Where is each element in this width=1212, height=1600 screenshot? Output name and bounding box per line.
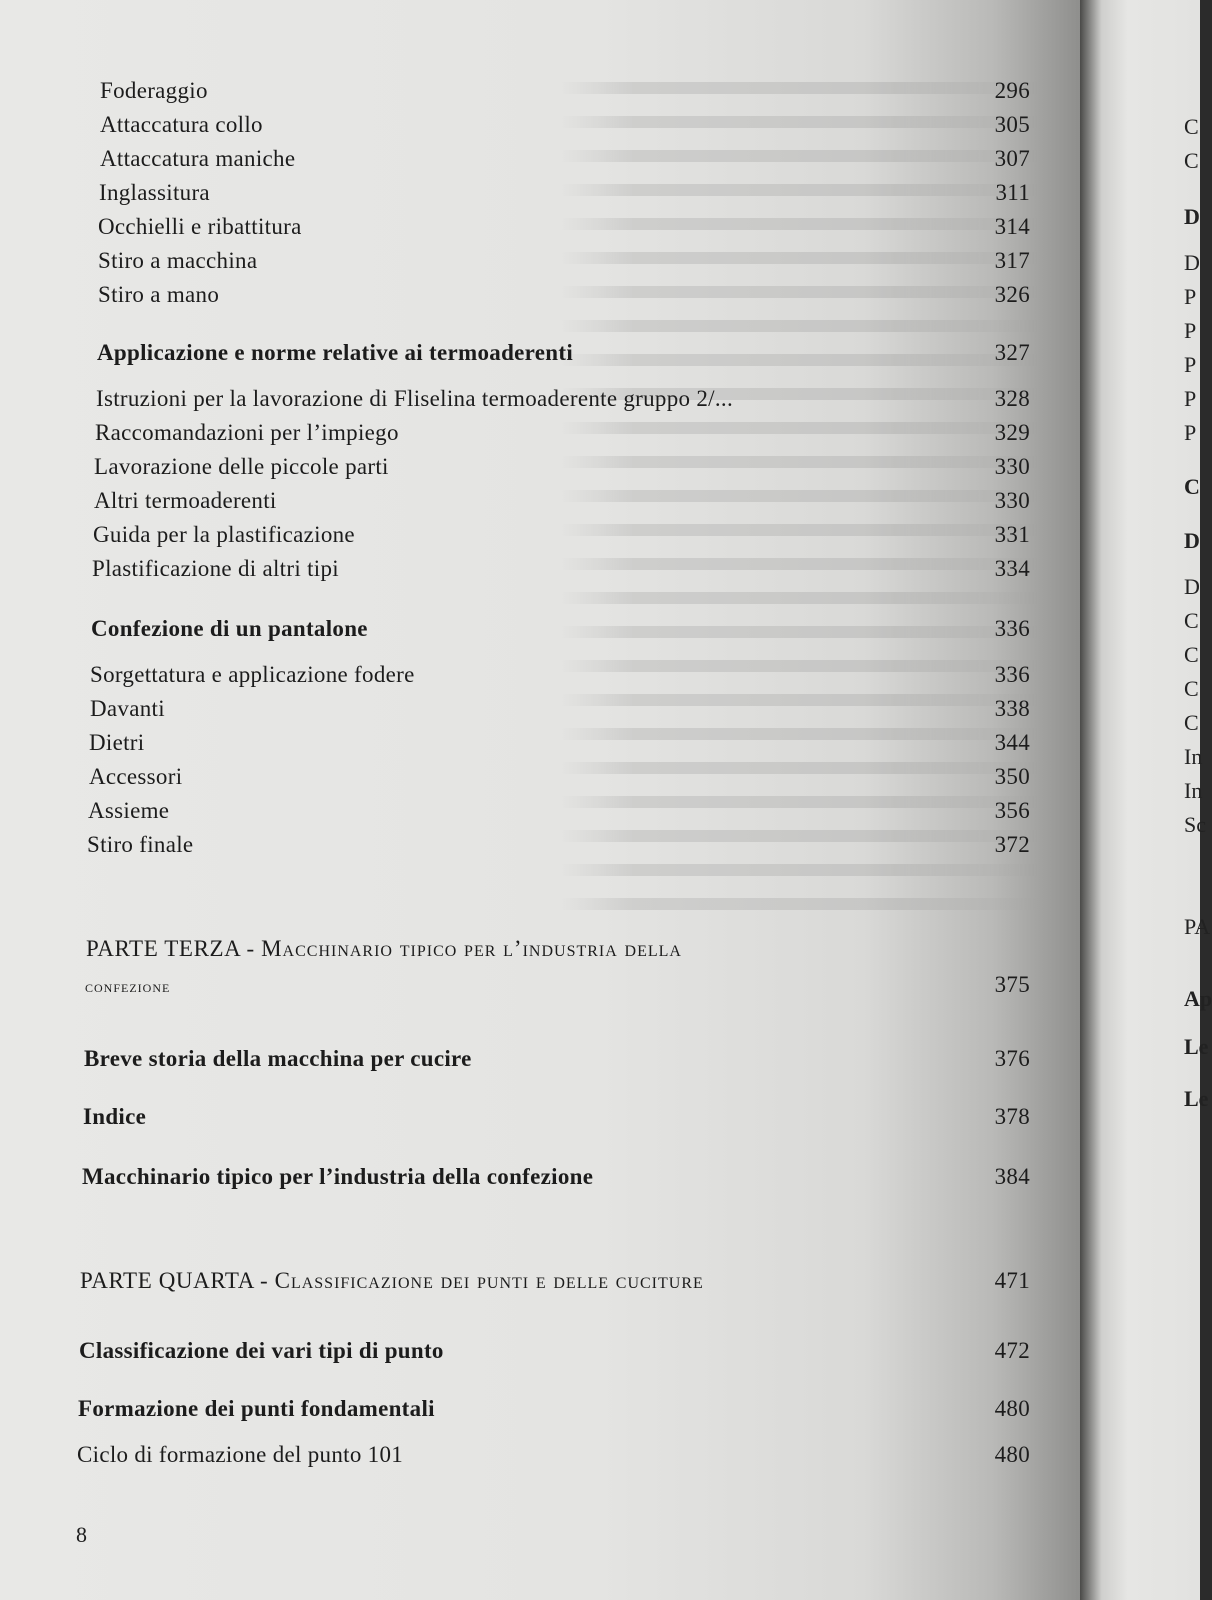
toc-entry: Ciclo di formazione del punto 101 480 — [77, 1442, 1030, 1467]
facing-text: D — [1184, 250, 1200, 275]
facing-text: Ap — [1184, 986, 1212, 1011]
facing-text: C — [1184, 710, 1199, 735]
toc-entry: Assieme 356 — [88, 798, 1030, 823]
page-number: 8 — [76, 1522, 87, 1547]
toc-section-heading: Confezione di un pantalone 336 — [91, 616, 1030, 641]
facing-text: P — [1184, 318, 1197, 343]
toc-entry: Guida per la plastificazione 331 — [93, 522, 1030, 547]
toc-entry: Lavorazione delle piccole parti 330 — [94, 454, 1030, 479]
part-subtitle: Classificazione dei punti e delle cuciture — [274, 1268, 704, 1293]
part-three-page: 375 — [994, 972, 1030, 997]
facing-text: P — [1184, 284, 1197, 309]
facing-text: D — [1184, 528, 1200, 553]
facing-text: PA — [1184, 914, 1211, 939]
part-subtitle: Macchinario tipico per l’industria della — [261, 936, 682, 961]
facing-text: C — [1184, 608, 1199, 633]
toc-section-heading: Classificazione dei vari tipi di punto 472 — [79, 1338, 1030, 1363]
facing-text: C — [1184, 474, 1200, 499]
part-separator: - — [253, 1268, 275, 1293]
toc-entry: Attaccatura maniche 307 — [100, 146, 1030, 171]
toc-entry: Istruzioni per la lavorazione di Fliselina termoaderente gruppo 2/... 328 — [96, 386, 1030, 411]
part-label: PARTE QUARTA — [80, 1268, 254, 1293]
toc-entry: Occhielli e ribattitura 314 — [98, 214, 1030, 239]
facing-page-edge — [1080, 0, 1212, 1600]
toc-section-heading: Formazione dei punti fondamentali 480 — [78, 1396, 1030, 1421]
part-separator: - — [240, 936, 262, 961]
part-three-heading — [86, 936, 1030, 962]
facing-text: P — [1184, 386, 1197, 411]
toc-entry: Inglassitura 311 — [99, 180, 1030, 205]
toc-entry: Accessori 350 — [89, 764, 1030, 789]
facing-text: Le — [1184, 1086, 1209, 1111]
toc-entry: Stiro finale 372 — [87, 832, 1030, 857]
facing-text: C — [1184, 642, 1199, 667]
part-four-heading — [80, 1268, 1030, 1294]
toc-section-heading: Indice 378 — [83, 1104, 1030, 1129]
facing-text: Sc — [1184, 812, 1206, 837]
facing-text: P — [1184, 352, 1197, 377]
toc-section-heading: Breve storia della macchina per cucire 376 — [84, 1046, 1030, 1071]
facing-text: C — [1184, 148, 1199, 173]
toc-entry: Sorgettatura e applicazione fodere 336 — [90, 662, 1030, 687]
toc-entry: Raccomandazioni per l’impiego 329 — [95, 420, 1030, 445]
toc-entry: Davanti 338 — [90, 696, 1030, 721]
facing-text: In — [1184, 744, 1203, 769]
facing-text: Le — [1184, 1034, 1209, 1059]
facing-text: In — [1184, 778, 1203, 803]
toc-entry: Dietri 344 — [89, 730, 1030, 755]
part-four-page: 471 — [994, 1268, 1030, 1293]
toc-entry: Altri termoaderenti 330 — [94, 488, 1030, 513]
toc-section-heading: Macchinario tipico per l’industria della confezione 384 — [82, 1164, 1030, 1189]
toc-section-heading: Applicazione e norme relative ai termoaderenti 327 — [97, 340, 1030, 365]
facing-text: P — [1184, 420, 1197, 445]
facing-text: D — [1184, 574, 1200, 599]
facing-text: C — [1184, 676, 1199, 701]
part-subtitle-cont: confezione — [85, 977, 171, 996]
toc-entry: Foderaggio 296 — [100, 78, 1030, 103]
toc-entry: Stiro a mano 326 — [98, 282, 1030, 307]
toc-entry: Plastificazione di altri tipi 334 — [92, 556, 1030, 581]
toc-entry: Stiro a macchina 317 — [98, 248, 1030, 273]
facing-text: D — [1184, 204, 1200, 229]
part-label: PARTE TERZA — [86, 936, 241, 961]
part-three-heading-cont — [85, 972, 1030, 998]
toc-entry: Attaccatura collo 305 — [100, 112, 1030, 137]
facing-text: C — [1184, 114, 1199, 139]
